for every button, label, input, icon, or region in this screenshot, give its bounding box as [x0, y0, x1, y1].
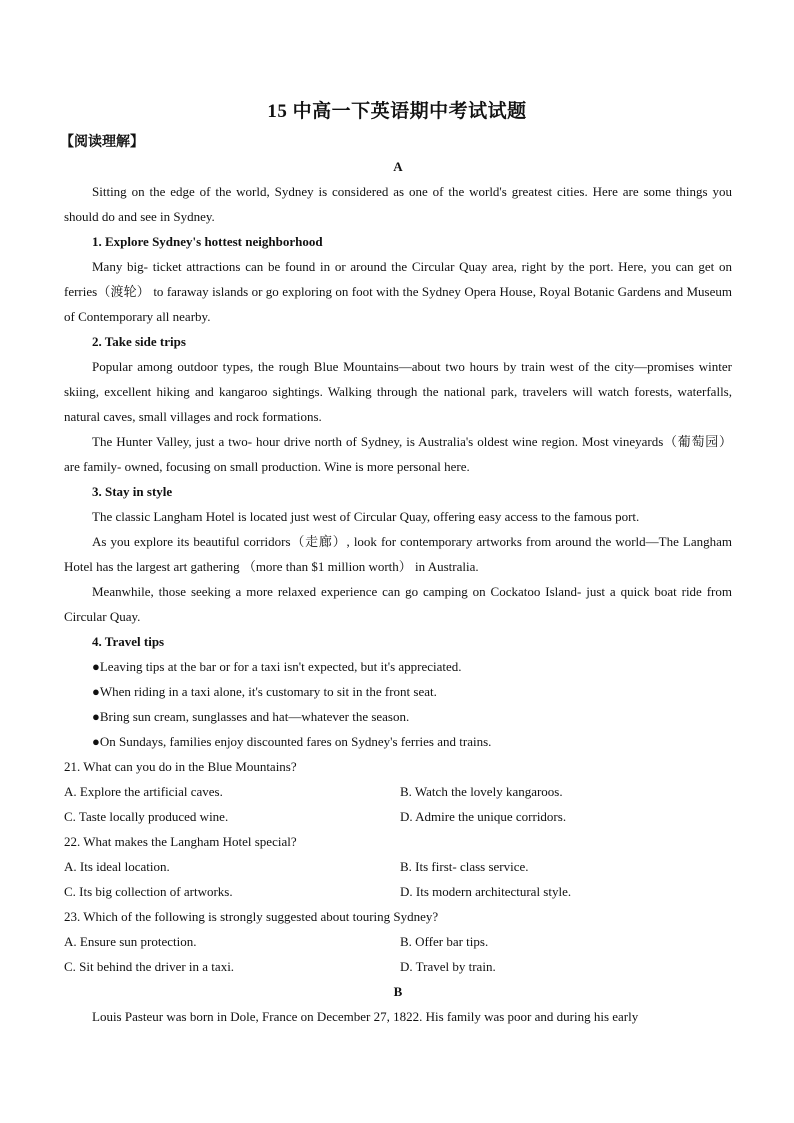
tip-item: ●When riding in a taxi alone, it's customary to sit in the front seat.	[92, 684, 437, 699]
passage-b-intro: Louis Pasteur was born in Dole, France on December 27, 1822. His family was poor and during his early	[92, 1009, 639, 1024]
passage-b-label: B	[393, 984, 403, 999]
passage-a-heading-2: 2. Take side trips	[92, 334, 186, 349]
question-22-option-a: A. Its ideal location.	[64, 859, 170, 874]
passage-a-heading-3: 3. Stay in style	[92, 484, 173, 499]
tip-item: ●Bring sun cream, sunglasses and hat—whatever the season.	[92, 709, 410, 724]
passage-a-heading-1: 1. Explore Sydney's hottest neighborhood	[92, 234, 323, 249]
page-title: 15 中高一下英语期中考试试题	[267, 101, 527, 122]
question-23-stem: 23. Which of the following is strongly suggested about touring Sydney?	[64, 909, 439, 924]
question-22-option-d: D. Its modern architectural style.	[400, 884, 572, 899]
question-21-option-a: A. Explore the artificial caves.	[64, 784, 223, 799]
question-23-option-a: A. Ensure sun protection.	[64, 934, 197, 949]
question-22-options-row-2	[64, 879, 732, 904]
passage-a-label: A	[393, 159, 403, 174]
question-22-option-b: B. Its first- class service.	[400, 859, 529, 874]
tip-item: ●Leaving tips at the bar or for a taxi isn't expected, but it's appreciated.	[92, 659, 462, 674]
passage-a-paragraph-2: Popular among outdoor types, the rough Blue Mountains—about two hours by train west of the city—promises winter skiing, excellent hiking and kangaroo sightings. Walking through the national park, travelers will watch forests, waterfalls, natural caves, small villages and rock formations.	[64, 359, 732, 424]
exam-body	[64, 154, 732, 1029]
question-23-options-row-1	[64, 929, 732, 954]
question-23-options-row-2	[64, 954, 732, 979]
question-21-options-row-1	[64, 779, 732, 804]
passage-a-intro: Sitting on the edge of the world, Sydney is considered as one of the world's greatest cities. Here are some things you should do and see in Sydney.	[64, 184, 732, 224]
passage-a-paragraph-6: Meanwhile, those seeking a more relaxed experience can go camping on Cockatoo Island- just a quick boat ride from Circular Quay.	[64, 584, 732, 624]
question-22-option-c: C. Its big collection of artworks.	[64, 884, 233, 899]
question-22-stem: 22. What makes the Langham Hotel special?	[64, 834, 297, 849]
section-label: 【阅读理解】	[60, 135, 144, 150]
question-21-option-d: D. Admire the unique corridors.	[400, 809, 567, 824]
question-21-options-row-2	[64, 804, 732, 829]
passage-a-paragraph-5: As you explore its beautiful corridors（走廊）, look for contemporary artworks from around the world—The Langham Hotel has the largest art gathering （more than $1 million worth） in Australia.	[64, 534, 732, 574]
question-22-options-row-1	[64, 854, 732, 879]
passage-a-heading-4: 4. Travel tips	[92, 634, 165, 649]
tip-item: ●On Sundays, families enjoy discounted fares on Sydney's ferries and trains.	[92, 734, 492, 749]
question-21-stem: 21. What can you do in the Blue Mountains?	[64, 759, 297, 774]
question-21-option-b: B. Watch the lovely kangaroos.	[400, 784, 563, 799]
passage-a-paragraph-1: Many big- ticket attractions can be found in or around the Circular Quay area, right by the port. Here, you can get on ferries（渡轮） to faraway islands or go exploring on foot with the Sydney Opera House, Royal Botanic Gardens and Museum of Contemporary all nearby.	[64, 259, 732, 324]
question-23-option-d: D. Travel by train.	[400, 959, 496, 974]
question-21-option-c: C. Taste locally produced wine.	[64, 809, 229, 824]
question-23-option-c: C. Sit behind the driver in a taxi.	[64, 959, 235, 974]
question-23-option-b: B. Offer bar tips.	[400, 934, 489, 949]
passage-a-paragraph-3: The Hunter Valley, just a two- hour drive north of Sydney, is Australia's oldest wine region. Most vineyards（葡萄园） are family- owned, focusing on small production. Wine is more personal here.	[64, 434, 732, 474]
passage-a-paragraph-4: The classic Langham Hotel is located just west of Circular Quay, offering easy access to the famous port.	[92, 509, 640, 524]
